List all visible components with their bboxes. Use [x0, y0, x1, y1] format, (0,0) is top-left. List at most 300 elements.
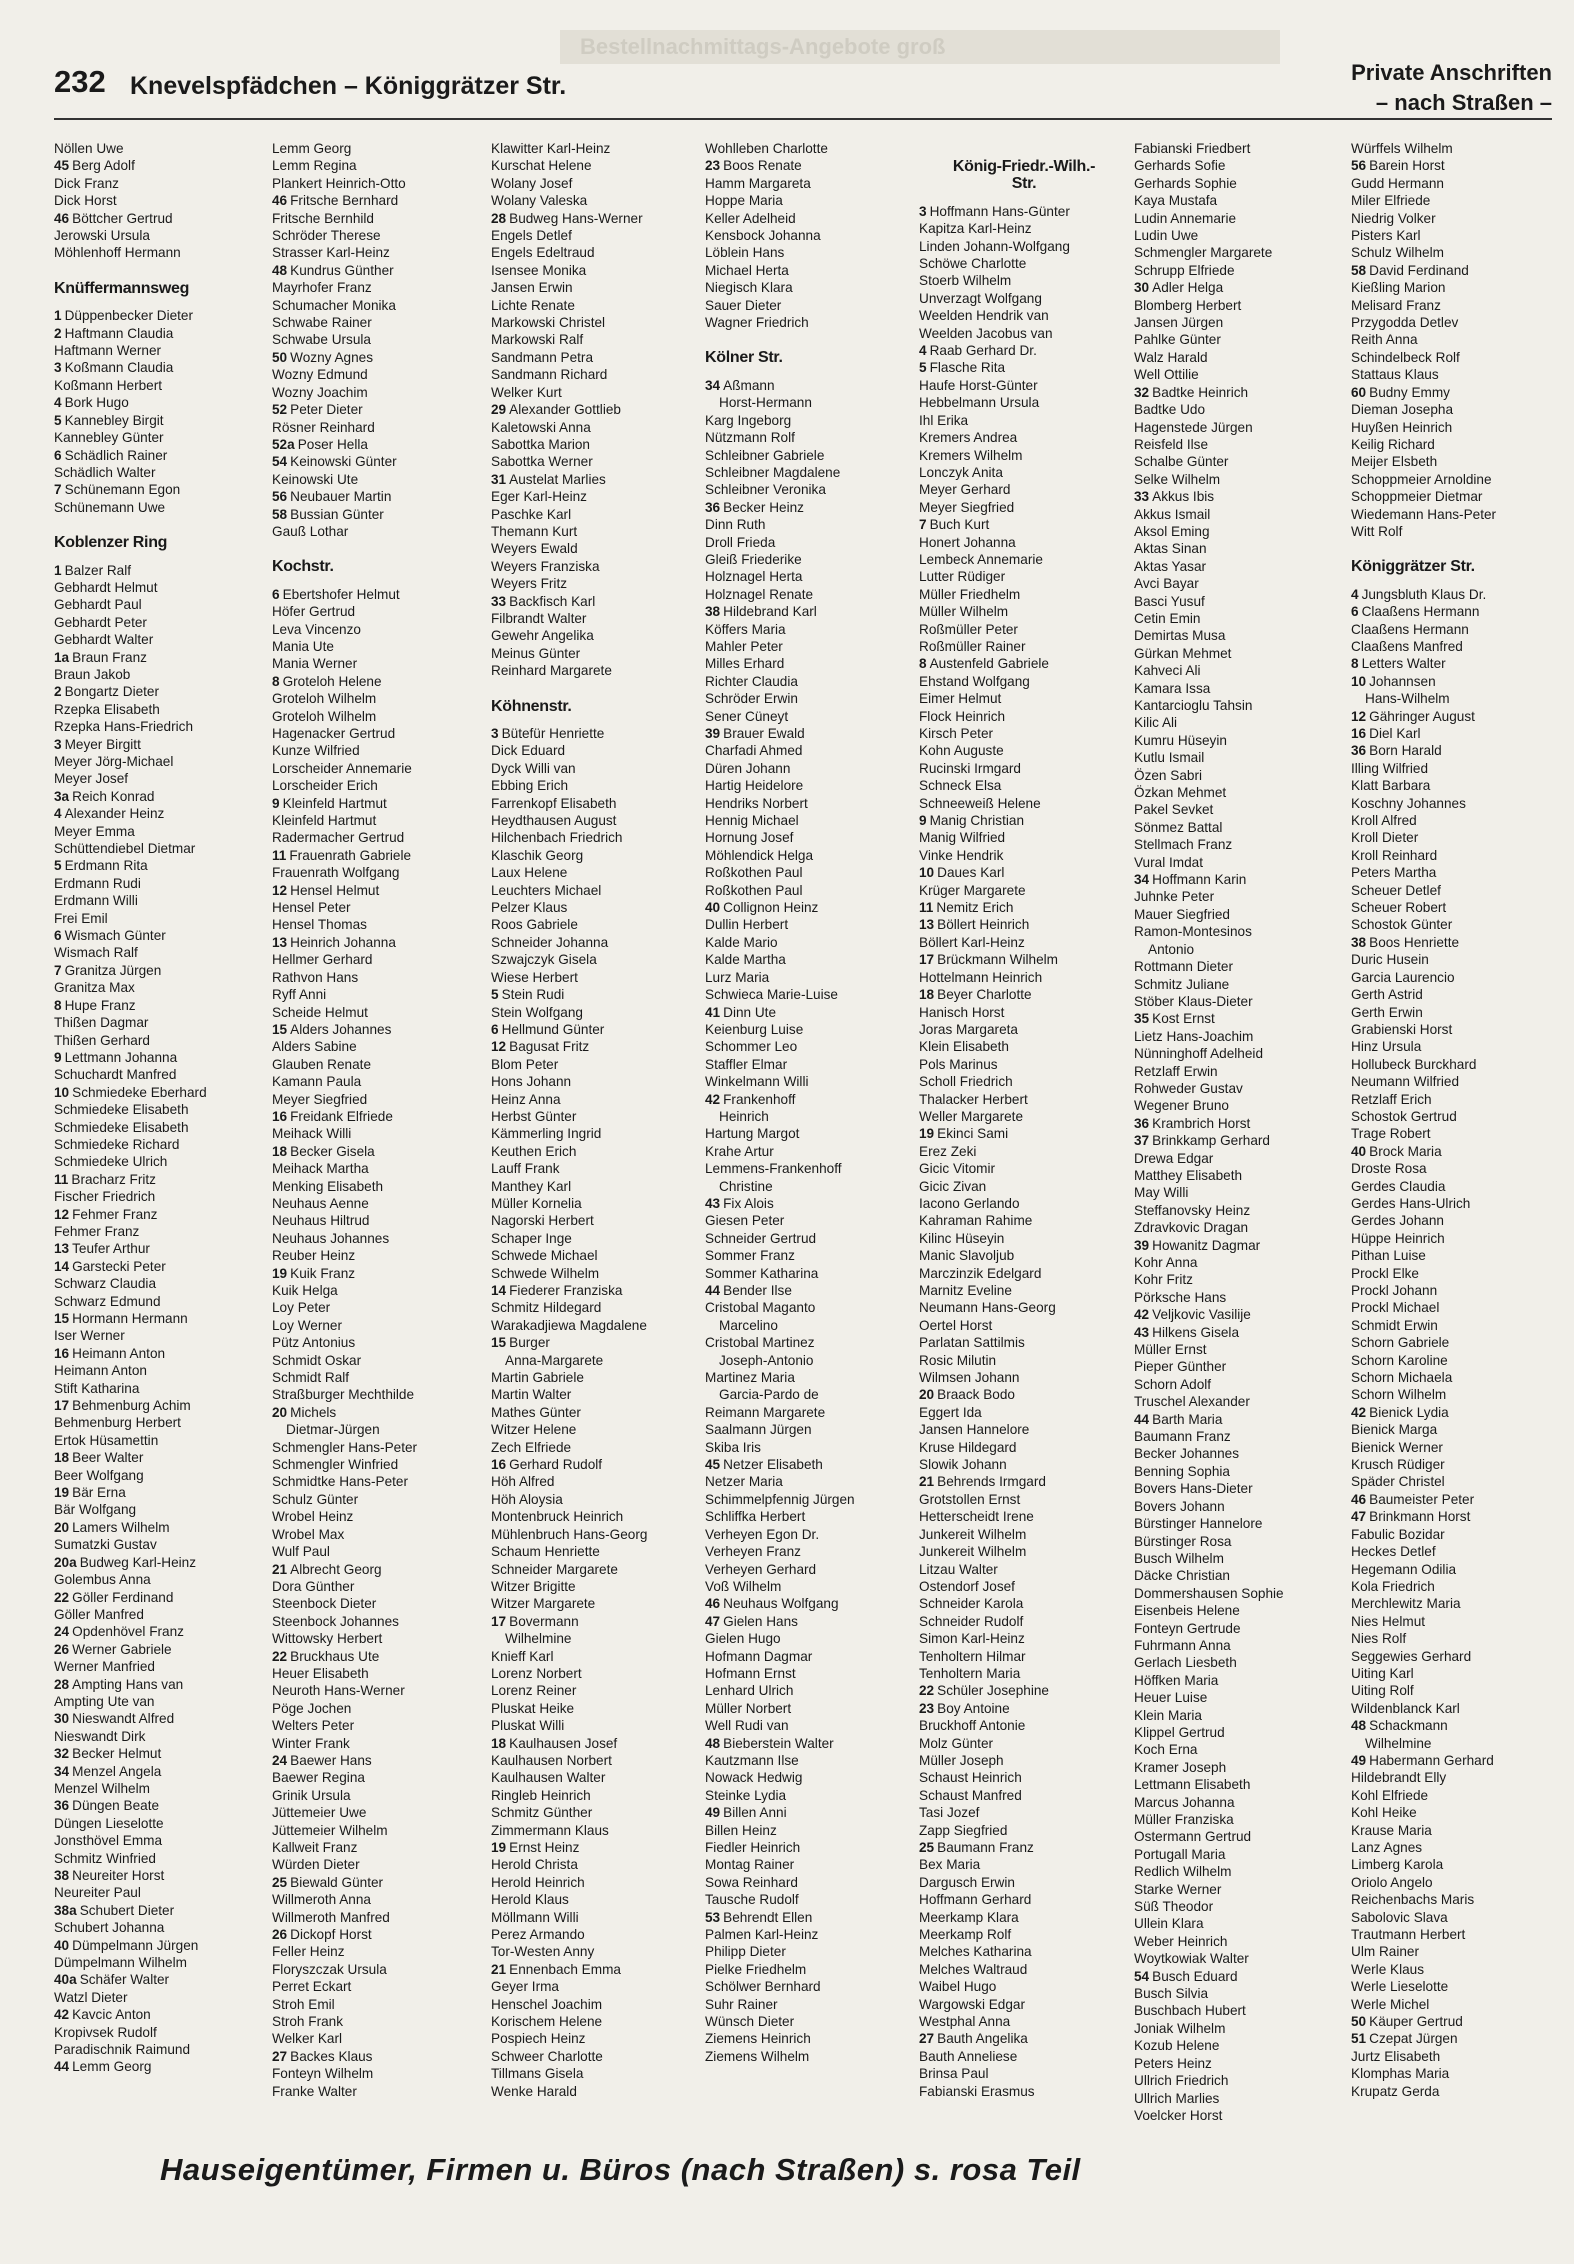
resident-name: Fabianski Friedbert — [1134, 141, 1251, 156]
resident-entry — [705, 1108, 915, 1125]
resident-name: Gicic Vitomir — [919, 1161, 996, 1177]
resident-name: Alexander Heinz — [64, 806, 165, 822]
house-number: 3 — [491, 726, 499, 741]
house-number: 8 — [919, 656, 927, 672]
resident-name: Czepat Jürgen — [1369, 2031, 1458, 2047]
resident-name: Roos Gabriele — [491, 917, 578, 933]
resident-entry — [1351, 419, 1561, 436]
resident-entry — [919, 568, 1129, 585]
house-number: 24 — [272, 1752, 288, 1768]
resident-entry — [919, 481, 1129, 498]
resident-name: Ludin Uwe — [1134, 228, 1199, 244]
resident-name: Jungsbluth Klaus Dr. — [1361, 586, 1487, 602]
resident-entry — [705, 673, 915, 690]
resident-entry — [705, 1648, 915, 1665]
resident-entry — [919, 2013, 1129, 2030]
resident-entry — [491, 2030, 701, 2047]
house-number: 49 — [705, 1805, 721, 1821]
resident-name: Kohn Auguste — [919, 743, 1004, 759]
resident-entry — [1351, 2048, 1561, 2065]
directory-column — [919, 140, 1129, 2100]
resident-name: Steffanovsky Heinz — [1134, 1202, 1251, 1218]
resident-entry — [491, 1056, 701, 1073]
resident-entry — [54, 1797, 264, 1814]
resident-entry — [54, 140, 264, 157]
resident-entry — [54, 788, 264, 805]
resident-name: Manthey Karl — [491, 1178, 572, 1194]
resident-name: Heimann Anton — [54, 1363, 147, 1379]
resident-name: Mahler Peter — [705, 638, 783, 654]
resident-name: Benning Sophia — [1134, 1463, 1230, 1479]
resident-entry — [919, 916, 1129, 933]
resident-name: Leva Vincenzo — [272, 621, 361, 637]
resident-entry — [272, 1004, 482, 1021]
resident-entry — [919, 1108, 1129, 1125]
resident-name: Kaya Mustafa — [1134, 193, 1218, 209]
resident-entry — [705, 1212, 915, 1229]
street-heading: Kölner Str. — [705, 349, 783, 367]
resident-name: Brückmann Wilhelm — [937, 952, 1058, 968]
house-number: 38a — [54, 1902, 77, 1918]
resident-entry — [1351, 1230, 1561, 1247]
house-number: 12 — [1351, 708, 1367, 724]
resident-name: Marczinzik Edelgard — [919, 1265, 1042, 1281]
resident-name: Radermacher Gertrud — [272, 830, 405, 846]
resident-name: Weelden Jacobus van — [919, 325, 1053, 341]
resident-name: Plankert Heinrich-Otto — [272, 175, 406, 191]
resident-entry — [1351, 1526, 1561, 1543]
resident-entry — [1351, 331, 1561, 348]
resident-name: Engels Detlef — [491, 228, 572, 244]
resident-name: Stoerb Wilhelm — [919, 273, 1012, 289]
resident-name: Beer Walter — [72, 1450, 144, 1466]
resident-name: Aßmann — [723, 377, 775, 393]
resident-name: Schmiedeke Elisabeth — [54, 1102, 189, 1118]
resident-entry — [919, 1543, 1129, 1560]
resident-entry — [1134, 1306, 1344, 1323]
resident-name: Kahraman Rahime — [919, 1213, 1033, 1229]
resident-entry — [705, 1369, 915, 1386]
resident-name: Müller Joseph — [919, 1752, 1004, 1768]
house-number: 29 — [491, 402, 507, 418]
resident-name: Hellmer Gerhard — [272, 952, 373, 968]
resident-entry — [1134, 1202, 1344, 1219]
resident-entry — [1134, 1080, 1344, 1097]
resident-entry — [1134, 923, 1344, 940]
resident-name: Neureiter Horst — [72, 1868, 165, 1883]
resident-entry — [272, 1456, 482, 1473]
resident-entry — [54, 1971, 264, 1988]
resident-entry — [705, 1682, 915, 1699]
resident-entry — [705, 262, 915, 279]
resident-entry — [491, 140, 701, 157]
resident-entry — [705, 1665, 915, 1682]
resident-entry — [1134, 2107, 1344, 2124]
resident-entry — [491, 725, 701, 742]
resident-name: Oriolo Angelo — [1351, 1874, 1433, 1890]
resident-name: Schwarz Edmund — [54, 1293, 161, 1309]
resident-name: Schuchardt Manfred — [54, 1067, 177, 1083]
resident-name: Kuik Helga — [272, 1283, 338, 1298]
resident-entry — [919, 1125, 1129, 1142]
resident-entry — [705, 1630, 915, 1647]
resident-entry — [705, 1996, 915, 2013]
resident-entry — [491, 436, 701, 453]
resident-name: Stroh Emil — [272, 1996, 335, 2012]
resident-name: Johannsen — [1369, 673, 1436, 689]
resident-name: Schmiedeke Elisabeth — [54, 1119, 189, 1135]
house-number: 44 — [54, 2059, 70, 2075]
resident-entry — [1351, 708, 1561, 725]
house-number: 17 — [54, 1398, 70, 1414]
resident-entry — [491, 1891, 701, 1908]
resident-entry — [1134, 1637, 1344, 1654]
resident-entry — [272, 1682, 482, 1699]
resident-name: Lemm Georg — [272, 141, 352, 156]
resident-entry — [54, 1171, 264, 1188]
house-number: 51 — [1351, 2031, 1367, 2047]
house-number: 40 — [54, 1937, 70, 1953]
resident-name: Pelzer Klaus — [491, 900, 568, 916]
house-number: 39 — [1134, 1237, 1150, 1253]
resident-entry — [919, 1978, 1129, 1995]
resident-entry — [272, 384, 482, 401]
resident-name: Kilic Ali — [1134, 715, 1178, 731]
resident-entry — [919, 1717, 1129, 1734]
resident-name: Weelden Hendrik van — [919, 308, 1049, 324]
resident-entry — [491, 916, 701, 933]
house-number: 30 — [54, 1711, 70, 1727]
resident-name: Bruckhoff Antonie — [919, 1718, 1026, 1734]
resident-name: Meinus Günter — [491, 645, 581, 661]
resident-entry — [919, 864, 1129, 881]
resident-name: Schulz Wilhelm — [1351, 245, 1444, 261]
resident-name: Kamann Paula — [272, 1074, 362, 1090]
resident-name: Markowski Christel — [491, 315, 606, 331]
resident-entry — [272, 1073, 482, 1090]
resident-name: Wismach Günter — [64, 928, 166, 944]
resident-entry — [1351, 1386, 1561, 1403]
resident-name: Bex Maria — [919, 1857, 981, 1873]
resident-entry — [1351, 157, 1561, 174]
resident-name: Floryszczak Ursula — [272, 1961, 387, 1977]
resident-name: Schoppmeier Dietmar — [1351, 489, 1483, 505]
resident-entry — [272, 1752, 482, 1769]
resident-entry — [491, 1735, 701, 1752]
resident-entry — [705, 1056, 915, 1073]
resident-entry — [54, 1153, 264, 1170]
resident-entry — [1134, 1863, 1344, 1880]
house-number: 26 — [272, 1927, 288, 1943]
resident-name: Fabianski Erasmus — [919, 2083, 1035, 2099]
resident-name: Melches Katharina — [919, 1944, 1032, 1960]
resident-name: Anna-Margarete — [505, 1352, 604, 1368]
resident-name: Nöllen Uwe — [54, 141, 124, 156]
resident-entry — [1351, 2083, 1561, 2100]
resident-name: Ebbing Erich — [491, 778, 569, 794]
house-number: 44 — [705, 1283, 721, 1298]
resident-entry — [272, 1822, 482, 1839]
resident-name: Krahe Artur — [705, 1143, 774, 1159]
resident-name: Reichenbachs Maris — [1351, 1892, 1475, 1908]
house-number: 13 — [54, 1241, 70, 1257]
house-number: 19 — [491, 1840, 507, 1855]
resident-entry — [54, 718, 264, 735]
resident-name: Neuhaus Wolfgang — [723, 1596, 839, 1612]
directory-column — [272, 140, 482, 2100]
resident-entry — [1134, 540, 1344, 557]
resident-entry — [54, 1380, 264, 1397]
resident-entry — [1134, 784, 1344, 801]
resident-name: Lamers Wilhelm — [72, 1519, 170, 1535]
resident-entry — [705, 481, 915, 498]
resident-entry — [272, 1021, 482, 1038]
resident-entry — [54, 1589, 264, 1606]
resident-name: Kalde Martha — [705, 952, 786, 968]
resident-name: Lurz Maria — [705, 969, 770, 985]
resident-entry — [1351, 1630, 1561, 1647]
resident-name: Witt Rolf — [1351, 523, 1403, 539]
resident-name: Starke Werner — [1134, 1881, 1222, 1897]
resident-entry — [1351, 1056, 1561, 1073]
resident-name: Netzer Elisabeth — [723, 1457, 823, 1473]
resident-entry — [1351, 1021, 1561, 1038]
resident-name: Kapitza Karl-Heinz — [919, 221, 1032, 237]
directory-column — [705, 140, 915, 2065]
resident-entry — [919, 2065, 1129, 2082]
resident-name: Schmidtke Hans-Peter — [272, 1474, 408, 1490]
resident-entry — [1134, 1341, 1344, 1358]
resident-name: Verheyen Gerhard — [705, 1561, 817, 1577]
resident-entry — [491, 1943, 701, 1960]
resident-name: Stellmach Franz — [1134, 837, 1233, 853]
resident-name: Dyck Willi van — [491, 760, 576, 776]
resident-entry — [272, 725, 482, 742]
resident-name: Adler Helga — [1152, 280, 1224, 296]
resident-entry — [272, 471, 482, 488]
house-number: 20 — [272, 1404, 288, 1420]
resident-name: Erdmann Rita — [64, 858, 148, 874]
resident-entry — [491, 593, 701, 610]
resident-name: Pols Marinus — [919, 1056, 998, 1072]
resident-name: Wegener Bruno — [1134, 1098, 1229, 1114]
resident-name: Verheyen Franz — [705, 1544, 801, 1560]
resident-name: Ryff Anni — [272, 987, 327, 1003]
resident-name: Mauer Siegfried — [1134, 906, 1230, 922]
resident-entry — [491, 1926, 701, 1943]
resident-name: Hormann Hermann — [72, 1311, 188, 1326]
resident-name: Sandmann Richard — [491, 367, 608, 383]
resident-name: Kroll Alfred — [1351, 813, 1417, 829]
resident-name: Klippel Gertrud — [1134, 1724, 1225, 1740]
resident-name: Lonczyk Anita — [919, 464, 1003, 480]
resident-entry — [272, 366, 482, 383]
resident-entry — [705, 1473, 915, 1490]
resident-entry — [54, 1884, 264, 1901]
resident-entry — [705, 638, 915, 655]
resident-entry — [1134, 558, 1344, 575]
resident-name: Ekinci Sami — [937, 1126, 1009, 1142]
resident-entry — [272, 812, 482, 829]
resident-name: Schmengler Winfried — [272, 1457, 399, 1473]
resident-name: Dieman Josepha — [1351, 402, 1454, 418]
resident-entry — [1351, 1073, 1561, 1090]
resident-name: Loy Werner — [272, 1317, 343, 1333]
resident-name: Schünemann Uwe — [54, 499, 166, 515]
resident-name: Scheuer Detlef — [1351, 882, 1441, 898]
resident-name: Fonteyn Gertrude — [1134, 1620, 1241, 1636]
resident-entry — [1351, 1613, 1561, 1630]
house-number: 60 — [1351, 384, 1367, 400]
resident-name: Pluskat Willi — [491, 1718, 565, 1734]
resident-name: May Willi — [1134, 1185, 1189, 1201]
resident-name: Sommer Franz — [705, 1248, 795, 1264]
resident-name: Bovers Johann — [1134, 1498, 1225, 1514]
resident-name: Wozny Joachim — [272, 384, 368, 400]
house-number: 6 — [272, 586, 280, 602]
resident-entry — [1134, 645, 1344, 662]
resident-entry — [1134, 1184, 1344, 1201]
resident-name: Hebbelmann Ursula — [919, 395, 1040, 411]
resident-entry — [54, 927, 264, 944]
resident-entry — [1351, 1334, 1561, 1351]
house-number: 7 — [919, 517, 927, 533]
resident-name: Kramer Joseph — [1134, 1759, 1227, 1775]
resident-entry — [919, 1561, 1129, 1578]
resident-entry — [54, 1032, 264, 1049]
resident-name: Alders Sabine — [272, 1039, 357, 1055]
resident-entry — [705, 1352, 915, 1369]
resident-entry — [491, 610, 701, 627]
resident-name: Kroll Reinhard — [1351, 847, 1438, 863]
resident-entry — [705, 986, 915, 1003]
resident-entry — [272, 1804, 482, 1821]
resident-name: Neuhaus Johannes — [272, 1230, 390, 1246]
resident-name: Schneider Gertrud — [705, 1230, 817, 1246]
resident-entry — [491, 1299, 701, 1316]
resident-entry — [1134, 1289, 1344, 1306]
resident-name: Ennenbach Emma — [509, 1961, 621, 1977]
house-number: 4 — [54, 806, 62, 822]
house-number: 13 — [919, 917, 935, 933]
resident-name: Mania Werner — [272, 656, 358, 672]
resident-name: Kremers Wilhelm — [919, 447, 1023, 463]
resident-name: Joniak Wilhelm — [1134, 2020, 1226, 2036]
resident-name: Fuhrmann Anna — [1134, 1637, 1231, 1653]
resident-name: Perret Eckart — [272, 1979, 352, 1995]
directory-column — [491, 140, 701, 2100]
resident-name: Pakel Sevket — [1134, 802, 1214, 818]
house-number: 28 — [54, 1676, 70, 1692]
resident-name: Waibel Hugo — [919, 1979, 997, 1995]
resident-name: Werner Gabriele — [72, 1641, 172, 1657]
resident-entry — [54, 1710, 264, 1727]
resident-entry — [491, 1317, 701, 1334]
resident-name: Fischer Friedrich — [54, 1189, 156, 1205]
resident-name: Frankenhoff — [723, 1091, 796, 1107]
resident-name: Fiederer Franziska — [509, 1283, 623, 1298]
resident-name: Wenke Harald — [491, 2083, 577, 2099]
resident-entry — [272, 1630, 482, 1647]
resident-entry — [705, 1613, 915, 1630]
resident-entry — [491, 1334, 701, 1351]
resident-entry — [919, 621, 1129, 638]
resident-entry — [272, 829, 482, 846]
resident-entry — [919, 1996, 1129, 2013]
resident-entry — [491, 297, 701, 314]
resident-entry — [1134, 1115, 1344, 1132]
resident-entry — [705, 192, 915, 209]
resident-name: Ziemens Heinrich — [705, 2031, 811, 2047]
resident-entry — [705, 568, 915, 585]
resident-entry — [272, 1212, 482, 1229]
resident-entry — [1351, 1822, 1561, 1839]
resident-name: Neuroth Hans-Werner — [272, 1683, 405, 1699]
resident-entry — [272, 1439, 482, 1456]
resident-name: Bär Wolfgang — [54, 1502, 137, 1518]
resident-entry — [272, 1787, 482, 1804]
resident-name: Backfisch Karl — [509, 593, 596, 609]
resident-entry — [919, 1386, 1129, 1403]
house-number: 38 — [54, 1868, 70, 1883]
resident-entry — [705, 1160, 915, 1177]
resident-name: Pörksche Hans — [1134, 1289, 1227, 1305]
resident-entry — [919, 1247, 1129, 1264]
resident-entry — [272, 314, 482, 331]
resident-name: Nützmann Rolf — [705, 430, 795, 446]
resident-name: Jansen Erwin — [491, 280, 573, 296]
resident-entry — [272, 1195, 482, 1212]
resident-name: Heinrich — [719, 1108, 769, 1124]
resident-entry — [491, 1038, 701, 1055]
resident-name: Schubert Dieter — [79, 1902, 175, 1918]
resident-entry — [919, 951, 1129, 968]
resident-entry — [54, 1275, 264, 1292]
house-number: 39 — [705, 726, 721, 741]
resident-name: Rucinski Irmgard — [919, 760, 1021, 776]
resident-entry — [54, 192, 264, 209]
resident-name: Schmidt Oskar — [272, 1352, 362, 1368]
resident-entry — [272, 1613, 482, 1630]
resident-entry — [919, 290, 1129, 307]
resident-entry — [1134, 1463, 1344, 1480]
resident-entry — [1351, 1439, 1561, 1456]
resident-entry — [491, 1665, 701, 1682]
resident-name: Avci Bayar — [1134, 576, 1199, 592]
resident-entry — [1134, 1167, 1344, 1184]
section-label-line1: Private Anschriften — [1351, 60, 1552, 85]
resident-entry — [1351, 1125, 1561, 1142]
resident-name: Rzepka Hans-Friedrich — [54, 719, 194, 735]
resident-entry — [919, 986, 1129, 1003]
resident-entry — [54, 1693, 264, 1710]
resident-entry — [1351, 453, 1561, 470]
resident-name: Filbrandt Walter — [491, 610, 587, 626]
resident-entry — [272, 1491, 482, 1508]
resident-entry — [491, 2013, 701, 2030]
house-number: 25 — [272, 1874, 288, 1890]
house-number: 46 — [272, 193, 288, 209]
house-number: 36 — [1351, 743, 1367, 759]
resident-entry — [272, 1665, 482, 1682]
directory-column — [54, 140, 264, 2076]
resident-name: Lanz Agnes — [1351, 1840, 1423, 1855]
resident-entry — [1134, 471, 1344, 488]
resident-entry — [491, 1787, 701, 1804]
resident-name: Kozub Helene — [1134, 2038, 1220, 2054]
resident-entry — [919, 1421, 1129, 1438]
resident-entry — [919, 1804, 1129, 1821]
